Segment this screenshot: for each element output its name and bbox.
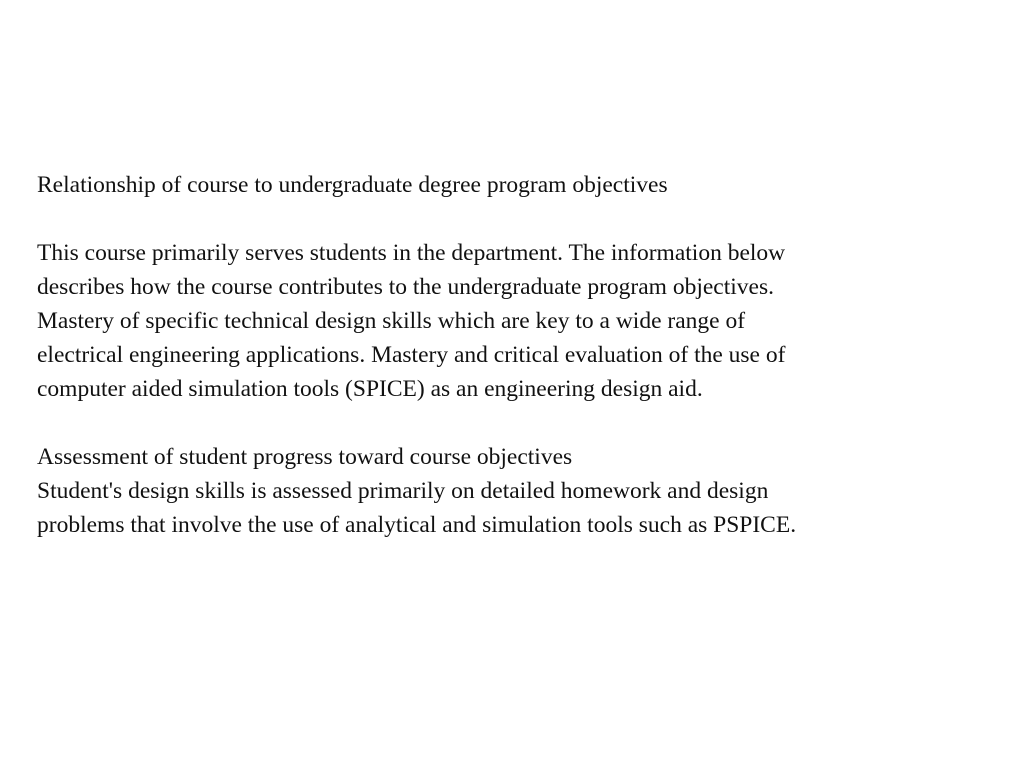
paragraph-line: problems that involve the use of analytical and simulation tools such as PSPICE. — [37, 512, 797, 538]
paragraph-line: Mastery of specific technical design skills which are key to a wide range of — [37, 308, 746, 334]
paragraph-line: describes how the course contributes to the undergraduate program objectives. — [37, 274, 774, 300]
paragraph-line: electrical engineering applications. Mastery and critical evaluation of the use of — [37, 342, 786, 368]
document-body — [37, 168, 997, 542]
course-description-paragraph — [37, 236, 997, 406]
section-heading-assessment: Assessment of student progress toward course objectives — [37, 444, 573, 470]
paragraph-line: Student's design skills is assessed primarily on detailed homework and design — [37, 478, 769, 504]
paragraph-line: This course primarily serves students in the department. The information below — [37, 240, 786, 266]
section-heading-relationship: Relationship of course to undergraduate degree program objectives — [37, 172, 668, 198]
paragraph-line: computer aided simulation tools (SPICE) as an engineering design aid. — [37, 376, 703, 402]
paragraph-spacer — [37, 202, 997, 236]
paragraph-spacer — [37, 406, 997, 440]
assessment-paragraph — [37, 474, 997, 542]
